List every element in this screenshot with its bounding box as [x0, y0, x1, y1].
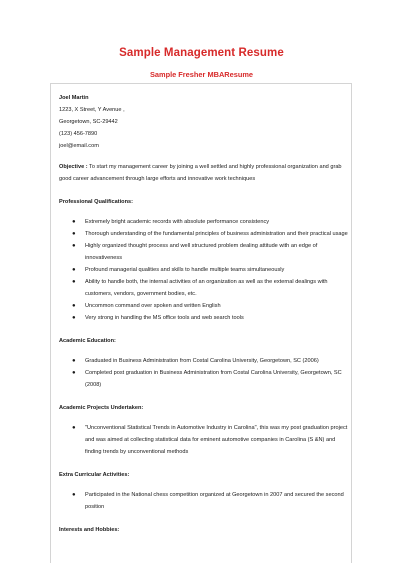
- list-item: [72, 216, 349, 228]
- resume-title: Sample Management Resume: [119, 47, 284, 59]
- bullet-icon: ●: [72, 243, 76, 249]
- list-item: [72, 276, 349, 300]
- objective-label: Objective :: [59, 164, 88, 170]
- bullet-icon: ●: [72, 231, 76, 237]
- qualifications-list: [59, 216, 349, 324]
- objective-paragraph: [59, 161, 349, 185]
- resume-body: [59, 92, 349, 544]
- list-item-text: Ability to handle both, the internal activities of an organization as well as the external dealings with customers, vendors, government bodies, etc.: [85, 279, 328, 297]
- section-title-education: Academic Education:: [59, 338, 116, 344]
- list-item-text: "Unconventional Statistical Trends in Automotive Industry in Carolina", this was my post graduation project and was aimed at collecting statistical data for eminent automotive companies in Carolina (S &N) and finding trends by unconventional methods: [85, 425, 348, 455]
- list-item: [72, 264, 349, 276]
- list-item-text: Participated in the National chess competition organized at Georgetown in 2007 and secured the second position: [85, 492, 344, 510]
- objective-text: To start my management career by joining a well settled and highly professional organization and grab good career advancement through large efforts and innovative work techniques: [59, 164, 342, 182]
- list-item: [72, 367, 349, 391]
- contact-email: joel@email.com: [59, 143, 99, 149]
- bullet-icon: ●: [72, 219, 76, 225]
- list-item-text: Highly organized thought process and well structured problem dealing attitude with an edge of innovativeness: [85, 243, 318, 261]
- contact-address-line1: 1223, X Street, Y Avenue ,: [59, 107, 125, 113]
- bullet-icon: ●: [72, 279, 76, 285]
- list-item: [72, 300, 349, 312]
- contact-address-line2: Georgetown, SC-29442: [59, 119, 118, 125]
- contact-phone: (123) 456-7890: [59, 131, 98, 137]
- resume-subtitle: Sample Fresher MBAResume: [149, 70, 254, 79]
- bullet-icon: ●: [72, 370, 76, 376]
- list-item: [72, 228, 349, 240]
- section-title-qualifications: Professional Qualifications:: [59, 199, 133, 205]
- list-item-text: Uncommon command over spoken and written English: [85, 303, 221, 309]
- bullet-icon: ●: [72, 425, 76, 431]
- contact-block: [59, 92, 349, 152]
- list-item: [72, 240, 349, 264]
- list-item: [72, 355, 349, 367]
- extracurricular-list: [59, 489, 349, 513]
- list-item-text: Profound managerial qualities and skills to handle multiple teams simultaneously: [85, 267, 285, 273]
- section-title-interests: Interests and Hobbies:: [59, 527, 120, 533]
- bullet-icon: ●: [72, 303, 76, 309]
- list-item-text: Very strong in handling the MS office tools and web search tools: [85, 315, 244, 321]
- list-item-text: Extremely bright academic records with absolute performance consistency: [85, 219, 270, 225]
- list-item: [72, 312, 349, 324]
- list-item-text: Graduated in Business Administration from Costal Carolina University, Georgetown, SC (2006): [85, 358, 319, 364]
- bullet-icon: ●: [72, 315, 76, 321]
- list-item-text: Thorough understanding of the fundamental principles of business administration and their practical usage: [85, 231, 348, 237]
- section-title-projects: Academic Projects Undertaken:: [59, 405, 144, 411]
- projects-list: [59, 422, 349, 458]
- contact-name: Joel Martin: [59, 95, 89, 101]
- bullet-icon: ●: [72, 267, 76, 273]
- bullet-icon: ●: [72, 358, 76, 364]
- education-list: [59, 355, 349, 391]
- list-item: [72, 422, 349, 458]
- bullet-icon: ●: [72, 492, 76, 498]
- list-item: [72, 489, 349, 513]
- section-title-extracurricular: Extra Curricular Activities:: [59, 472, 130, 478]
- list-item-text: Completed post graduation in Business Administration from Costal Carolina University, Georgetown, SC (2008): [85, 370, 342, 388]
